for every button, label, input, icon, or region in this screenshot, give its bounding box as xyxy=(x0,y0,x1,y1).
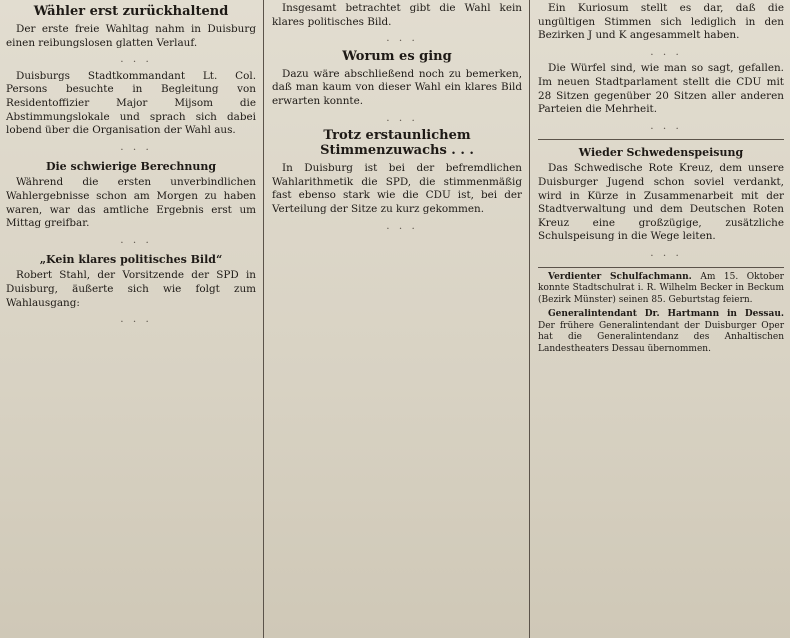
section-divider xyxy=(538,139,784,140)
column-rule-2 xyxy=(529,0,530,638)
notice-hartmann-text: Der frühere Generalintendant der Duisburger Oper hat die Generalintendanz des Anhaltischen Landestheaters Dessau übernommen. xyxy=(538,320,784,354)
headline-waehler: Wähler erst zurückhaltend xyxy=(33,4,229,19)
notice-schulfachmann-text: Am 15. Oktober konnte Stadtschulrat i. R. Wilhelm Becker in Beckum (Bezirk Münster) seinen 85. Geburtstag feiern. xyxy=(538,271,784,305)
column-2: Insgesamt betrachtet gibt die Wahl kein klares politisches Bild. . . . Worum es ging Dazu wäre abschließend noch zu bemerken, daß man kaum von dieser Wahl ein klares Bild erwarten konnte. . . . Trotz erstaunlichem Stimmenzuwachs . . . In Duisburg ist bei der befremdlichen Wahlarithmetik die SPD, die stimmenmäßig fast ebenso stark wie die CDU ist, bei der Verteilung der Sitze zu kurz gekommen. . . . xyxy=(272,2,522,232)
paragraph-trotz: In Duisburg ist bei der befremdlichen Wahlarithmetik die SPD, die stimmenmäßig fast ebenso stark wie die CDU ist, bei der Verteilung der Sitze zu kurz gekommen. xyxy=(272,162,522,215)
headline-trotz: Trotz erstaunlichem Stimmenzuwachs . . . xyxy=(320,128,474,159)
column-1: Wähler erst zurückhaltend Der erste freie Wahltag nahm in Duisburg einen reibungslosen glatten Verlauf. . . . Duisburgs Stadtkommandant Lt. Col. Persons besuchte in Begleitung von Residentoffizier Major Mijsom die Abstimmungslokale und sprach sich dabei lobend über die Organisation der Wahl aus. . . . Die schwierige Berechnung Während die ersten unverbindlichen Wahlergebnisse schon am Morgen zu haben waren, war das amtliche Ergebnis erst um Mittag greifbar. . . . „Kein klares politisches Bild“ Robert Stahl, der Vorsitzende der SPD in Duisburg, äußerte sich wie folgt zum Wahlausgang: . . . xyxy=(6,4,256,326)
notice-hartmann xyxy=(538,309,784,355)
paragraph-worum: Dazu wäre abschließend noch zu bemerken, daß man kaum von dieser Wahl ein klares Bild erwarten konnte. xyxy=(272,67,522,107)
paragraph-berechnung: Während die ersten unverbindlichen Wahlergebnisse schon am Morgen zu haben waren, war das amtliche Ergebnis erst um Mittag greifbar. xyxy=(6,176,256,230)
paragraph-waehler: Der erste freie Wahltag nahm in Duisburg einen reibungslosen glatten Verlauf. xyxy=(6,23,256,49)
column-rule-1 xyxy=(263,0,264,638)
notice-hartmann-head: Generalintendant Dr. Hartmann in Dessau. xyxy=(548,309,784,319)
notice-schulfachmann-head: Verdienter Schulfachmann. xyxy=(548,271,692,282)
headline-klares-bild: „Kein klares politisches Bild“ xyxy=(39,253,223,267)
section-divider xyxy=(538,267,784,268)
headline-berechnung: Die schwierige Berechnung xyxy=(45,160,217,174)
paragraph-klares-bild: Robert Stahl, der Vorsitzende der SPD in Duisburg, äußerte sich wie folgt zum Wahlausgang: xyxy=(6,269,256,309)
headline-schwedenspeisung: Wieder Schwedenspeisung xyxy=(578,146,744,160)
headline-worum: Worum es ging xyxy=(342,48,452,64)
paragraph-col2-top: Insgesamt betrachtet gibt die Wahl kein klares politisches Bild. xyxy=(272,2,522,28)
column-3: Ein Kuriosum stellt es dar, daß die ungültigen Stimmen sich lediglich in den Bezirken J und K angesammelt haben. . . . Die Würfel sind, wie man so sagt, gefallen. Im neuen Stadtparlament stellt die CDU mit 28 Sitzen gegenüber 20 Sitzen aller anderen Parteien die Mehrheit. . . . Wieder Schwedenspeisung Das Schwedische Rote Kreuz, dem unsere Duisburger Jugend schon soviel verdankt, wird in Kürze in Zusammenarbeit mit der Stadtverwaltung und dem Deutschen Roten Kreuz eine großzügige, zusätzliche Schulspeisung in die Wege leiten. . . . Verdienter Schulfachmann. Am 15. Oktober konnte Stadtschulrat i. R. Wilhelm Becker in Beckum (Bezirk Münster) seinen 85. Geburtstag feiern. Generalintendant Dr. Hartmann in Dessau. Der frühere Generalintendant der Duisburger Oper hat die Generalintendanz des Anhaltischen Landestheaters Dessau übernommen. xyxy=(538,2,784,354)
paragraph-schwedenspeisung: Das Schwedische Rote Kreuz, dem unsere Duisburger Jugend schon soviel verdankt, wird in Kürze in Zusammenarbeit mit der Stadtverwaltung und dem Deutschen Roten Kreuz eine großzügige, zusätzliche Schulspeisung in die Wege leiten. xyxy=(538,162,784,243)
paragraph-kommandant: Duisburgs Stadtkommandant Lt. Col. Persons besuchte in Begleitung von Residentoffizier Major Mijsom die Abstimmungslokale und sprach sich dabei lobend über die Organisation der Wahl aus. xyxy=(6,69,256,137)
paragraph-wuerfel: Die Würfel sind, wie man so sagt, gefallen. Im neuen Stadtparlament stellt die CDU mit 28 Sitzen gegenüber 20 Sitzen aller anderen Parteien die Mehrheit. xyxy=(538,62,784,116)
notice-schulfachmann xyxy=(538,272,784,307)
paragraph-col3-top: Ein Kuriosum stellt es dar, daß die ungültigen Stimmen sich lediglich in den Bezirken J und K angesammelt haben. xyxy=(538,2,784,42)
